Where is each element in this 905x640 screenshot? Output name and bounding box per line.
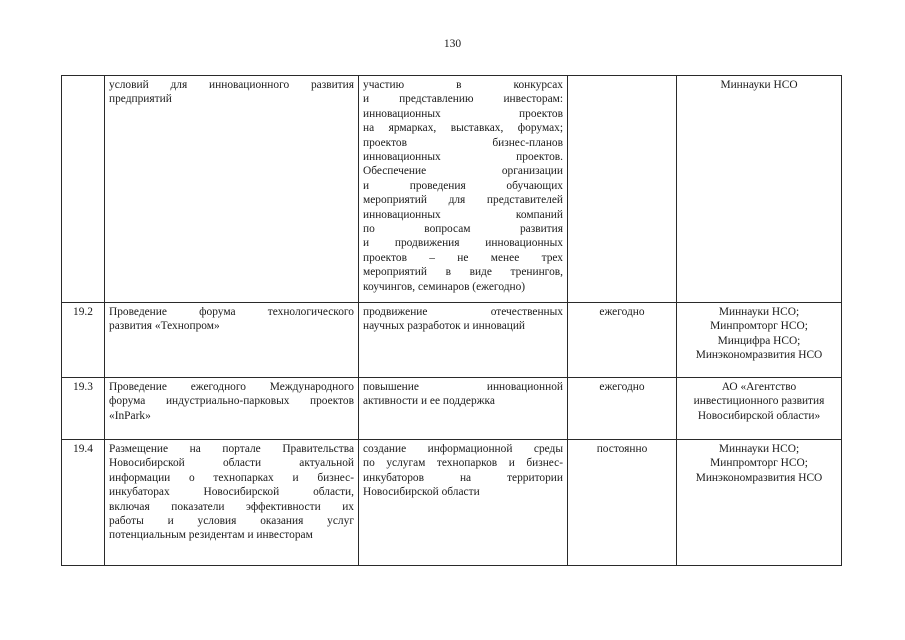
result-text-line: повышение инновационной — [363, 381, 563, 393]
result-text-line: инкубаторов на территории — [363, 471, 563, 484]
event-cell — [105, 76, 359, 303]
result-text-line: коучингов, семинаров (ежегодно) — [363, 280, 526, 293]
event-cell — [105, 440, 359, 566]
result-text-line: мероприятий в виде тренингов, — [363, 266, 563, 279]
responsible-cell — [677, 440, 842, 566]
event-text-line: предприятий — [109, 93, 172, 106]
result-text-line: Новосибирской области — [363, 486, 480, 499]
event-text-line: работы и условия оказания услуг — [109, 515, 354, 528]
responsible-text-line: инвестиционного развития — [693, 395, 825, 408]
event-text-line: информации о технопарках и бизнес- — [109, 471, 354, 484]
result-text-line: по вопросам развития — [363, 223, 563, 236]
table-body — [62, 76, 842, 566]
responsible-text-line: Миннауки НСО; — [718, 443, 800, 455]
result-text-line: активности и ее поддержка — [363, 395, 495, 408]
row-number-cell — [62, 76, 105, 303]
result-text-line: Обеспечение организации — [363, 165, 563, 178]
responsible-text-line: Новосибирской области» — [697, 409, 821, 422]
responsible-text-line: Миннауки НСО — [720, 79, 798, 91]
responsible-cell — [677, 76, 842, 303]
result-text-line: по услугам технопарков и бизнес- — [363, 457, 563, 470]
event-text-line: потенциальным резидентам и инвесторам — [109, 529, 313, 542]
responsible-text-line: Минпромторг НСО; — [710, 320, 808, 333]
term-cell: ежегодно — [568, 303, 677, 378]
result-text-line: инновационных проектов. — [363, 151, 563, 164]
result-text-line: мероприятий для представителей — [363, 194, 563, 207]
responsible-text-line: Минпромторг НСО; — [710, 457, 808, 470]
result-text-line: создание информационной среды — [363, 443, 563, 455]
result-cell — [359, 378, 568, 440]
responsible-text-line: Минэкономразвития НСО — [695, 471, 823, 484]
page-number: 130 — [443, 38, 462, 50]
result-text-line: научных разработок и инноваций — [363, 320, 526, 333]
row-number-cell: 19.2 — [62, 303, 105, 378]
term-cell — [568, 76, 677, 303]
event-text-line: Проведение форума технологического — [109, 306, 354, 318]
event-cell — [105, 303, 359, 378]
result-text-line: инновационных компаний — [363, 208, 563, 221]
result-text-line: и представлению инвесторам: — [363, 93, 563, 106]
result-text-line: инновационных проектов — [363, 107, 563, 120]
term-cell: ежегодно — [568, 378, 677, 440]
event-text-line: Проведение ежегодного Международного — [109, 381, 354, 393]
row-number-cell: 19.4 — [62, 440, 105, 566]
result-text-line: проектов бизнес-планов — [363, 136, 563, 149]
event-text-line: инкубаторах Новосибирской области, — [109, 486, 354, 499]
table-row — [62, 440, 842, 566]
responsible-text-line: Минэкономразвития НСО — [695, 349, 823, 362]
event-text-line: развития «Технопром» — [109, 320, 220, 333]
measures-table — [61, 75, 842, 566]
result-cell — [359, 76, 568, 303]
responsible-cell — [677, 378, 842, 440]
event-text-line: Размещение на портале Правительства — [109, 443, 354, 455]
event-cell — [105, 378, 359, 440]
table-row — [62, 76, 842, 303]
event-text-line: «InPark» — [109, 409, 151, 422]
event-text-line: форума индустриально-парковых проектов — [109, 395, 354, 408]
responsible-text-line: Минцифра НСО; — [717, 334, 801, 347]
responsible-text-line: Миннауки НСО; — [718, 306, 800, 318]
table-row — [62, 378, 842, 440]
result-text-line: и проведения обучающих — [363, 179, 563, 192]
result-text-line: и продвижения инновационных — [363, 237, 563, 250]
result-cell — [359, 303, 568, 378]
event-text-line: включая показатели эффективности их — [109, 500, 354, 513]
table-row — [62, 303, 842, 378]
result-text-line: проектов – не менее трех — [363, 251, 563, 264]
result-text-line: на ярмарках, выставках, форумах; — [363, 122, 563, 135]
responsible-cell — [677, 303, 842, 378]
result-text-line: участию в конкурсах — [363, 79, 563, 91]
row-number-cell: 19.3 — [62, 378, 105, 440]
event-text-line: условий для инновационного развития — [109, 79, 354, 91]
result-cell — [359, 440, 568, 566]
responsible-text-line: АО «Агентство — [721, 381, 797, 393]
event-text-line: Новосибирской области актуальной — [109, 457, 354, 470]
term-cell: постоянно — [568, 440, 677, 566]
result-text-line: продвижение отечественных — [363, 306, 563, 318]
